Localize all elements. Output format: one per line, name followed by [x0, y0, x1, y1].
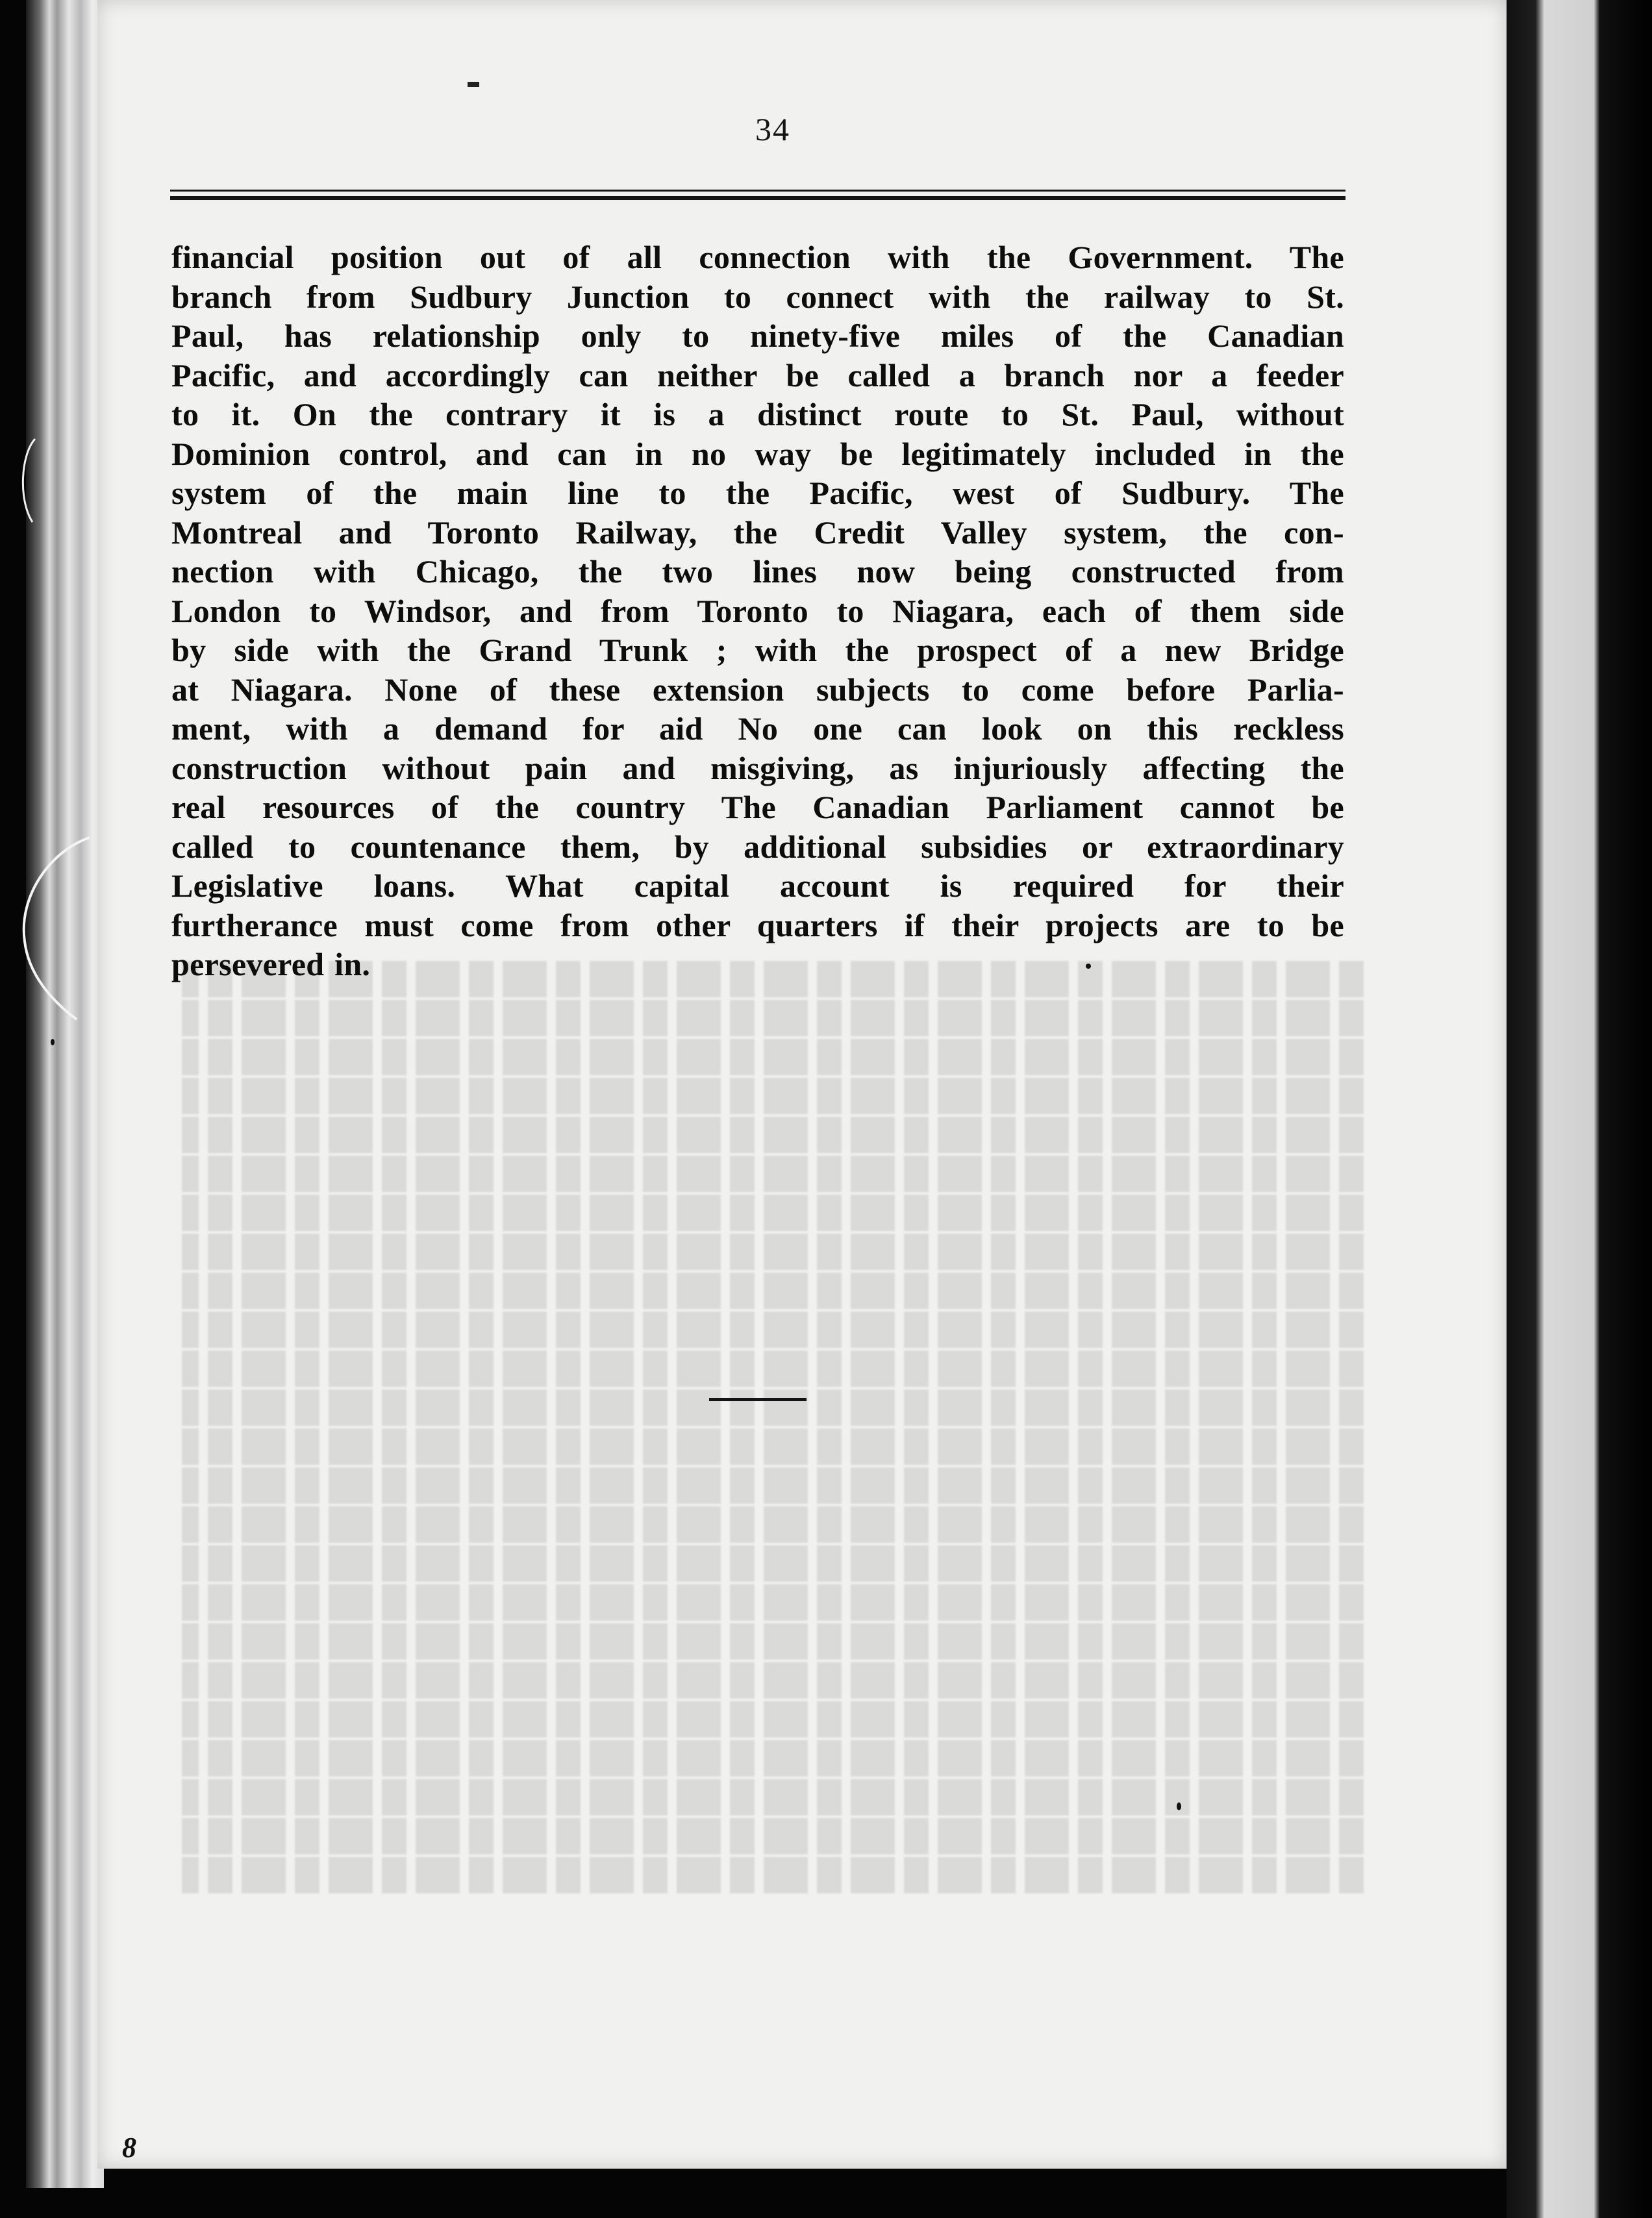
text-line: Dominion control, and can in no way be legitimately included in the	[171, 435, 1344, 472]
text-line: at Niagara. None of these extension subjects to come before Parlia-	[171, 671, 1344, 708]
text-line: construction without pain and misgiving, as injuriously affecting the	[171, 749, 1344, 786]
text-line: system of the main line to the Pacific, west of Sudbury. The	[171, 475, 1344, 511]
body-paragraph	[171, 238, 1344, 984]
pen-stroke-mark	[5, 825, 96, 1032]
ink-speck	[1086, 964, 1091, 969]
page-signature-mark: 8	[122, 2132, 136, 2163]
ink-dash-mark	[468, 82, 479, 87]
text-line: Montreal and Toronto Railway, the Credit Valley system, the con-	[171, 514, 1344, 551]
ink-speck	[51, 1039, 55, 1045]
text-line: to it. On the contrary it is a distinct route to St. Paul, without	[171, 396, 1344, 432]
show-through-bleed	[182, 961, 1364, 1909]
text-line: real resources of the country The Canadian Parliament cannot be	[171, 789, 1344, 825]
text-line-last: persevered in.	[171, 946, 371, 982]
text-line: furtherance must come from other quarters if their projects are to be	[171, 906, 1344, 943]
page-number: 34	[755, 111, 790, 147]
section-end-rule	[709, 1398, 807, 1401]
text-line: London to Windsor, and from Toronto to Niagara, each of them side	[171, 592, 1344, 629]
text-line: Paul, has relationship only to ninety-five miles of the Canadian	[171, 318, 1344, 354]
header-rule-thin	[170, 190, 1345, 192]
right-page-edge	[1507, 0, 1652, 2218]
margin-bracket-mark	[13, 435, 39, 526]
header-rule-thick	[170, 196, 1345, 200]
text-line: financial position out of all connection with the Government. The	[171, 239, 1344, 275]
text-line: Pacific, and accordingly can neither be called a branch nor a feeder	[171, 356, 1344, 393]
text-line: branch from Sudbury Junction to connect with the railway to St.	[171, 278, 1344, 315]
text-line: called to countenance them, by additional subsidies or extraordinary	[171, 828, 1344, 865]
text-line: Legislative loans. What capital account is required for their	[171, 867, 1344, 904]
text-line: ment, with a demand for aid No one can look on this reckless	[171, 710, 1344, 747]
book-binding-edge	[26, 0, 104, 2188]
text-line: by side with the Grand Trunk ; with the prospect of a new Bridge	[171, 632, 1344, 668]
ink-speck	[1177, 1802, 1181, 1810]
text-line: nection with Chicago, the two lines now being constructed from	[171, 553, 1344, 590]
